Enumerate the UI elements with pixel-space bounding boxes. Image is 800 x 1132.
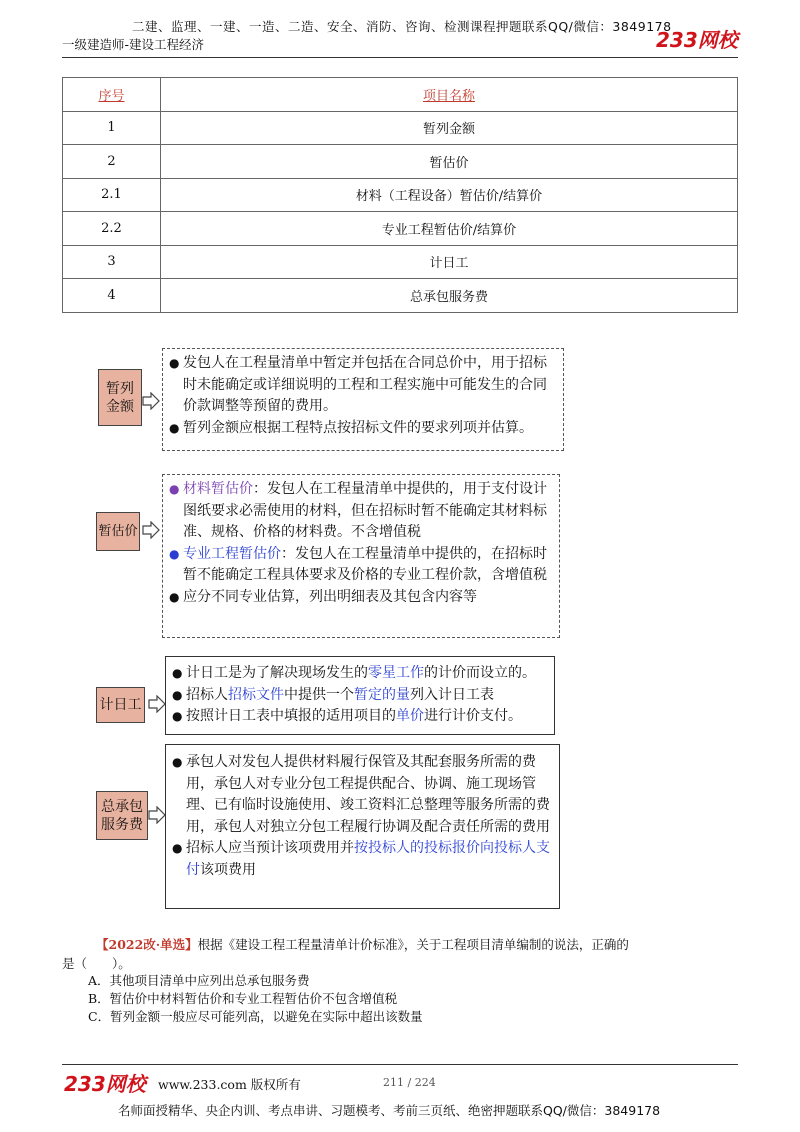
footer-logo: 233网校 <box>64 1072 146 1096</box>
cell-name: 暂估价 <box>161 145 738 179</box>
cell-name: 材料（工程设备）暂估价/结算价 <box>161 178 738 212</box>
tag-line: 服务费 <box>101 816 143 833</box>
table-row <box>63 178 738 212</box>
header-divider <box>62 57 738 58</box>
header-contact: 二建、监理、一建、一造、二造、安全、消防、咨询、检测课程押题联系QQ/微信：3849178 <box>132 19 672 34</box>
estimate-box <box>162 474 560 638</box>
bullet-item: ● 计日工是为了解决现场发生的零星工作的计价而设立的。 <box>172 663 548 685</box>
question-stem-cont: 是（ ）。 <box>62 956 131 971</box>
bullet-icon: ● <box>169 482 180 496</box>
bullet-item: ● 招标人应当预计该项费用并按投标人的投标报价向投标人支付该项费用 <box>172 838 553 881</box>
cell-name: 暂列金额 <box>161 111 738 145</box>
table-header-row <box>63 78 738 112</box>
bullet-icon: ● <box>172 687 183 702</box>
question-type-tag: 【2022改·单选】 <box>96 937 198 952</box>
key-term: 材料暂估价 <box>183 481 253 497</box>
tag-line: 暂列 <box>106 380 134 397</box>
cell-number: 3 <box>63 245 161 279</box>
header-cell-name: 项目名称 <box>161 78 738 112</box>
bullet-item: ● 发包人在工程量清单中暂定并包括在合同总价中，用于招标时未能确定或详细说明的工程和工程实施中可能发生的合同价款调整等预留的费用。 <box>169 353 557 418</box>
option-b: B．暂估价中材料暂估价和专业工程暂估价不包含增值税 <box>88 991 398 1006</box>
cell-number: 2.1 <box>63 178 161 212</box>
bullet-icon: ● <box>169 356 180 370</box>
cell-number: 2 <box>63 145 161 179</box>
footer-divider <box>62 1064 738 1065</box>
bullet-item: ● 暂列金额应根据工程特点按招标文件的要求列项并估算。 <box>169 418 557 440</box>
arrow-right-icon <box>148 806 166 824</box>
bullet-icon: ● <box>169 589 180 604</box>
bullet-icon: ● <box>172 841 183 855</box>
header-course-title: 一级建造师-建设工程经济 <box>62 37 205 52</box>
bullet-item: ● 按照计日工表中填报的适用项目的单价进行计价支付。 <box>172 706 548 728</box>
bullet-icon: ● <box>169 546 180 561</box>
bullet-icon: ● <box>172 709 183 723</box>
bullet-item: ● 承包人对发包人提供材料履行保管及其配套服务所需的费用，承包人对专业分包工程提供配合、协调、施工现场管理、已有临时设施使用、竣工资料汇总整理等服务所需的费用，承包人对独立分包工程履行协调及配合责任所需的费用 <box>172 752 553 838</box>
option-c: C．暂列金额一般应尽可能列高，以避免在实际中超出该数量 <box>88 1009 423 1024</box>
tag-line: 金额 <box>106 398 134 415</box>
key-term: 暂定的量 <box>354 686 410 703</box>
key-term: 专业工程暂估价 <box>183 545 281 562</box>
bullet-item: ● 专业工程暂估价：发包人在工程量清单中提供的，在招标时暂不能确定工程具体要求及价格的专业工程价款，含增值税 <box>169 544 553 587</box>
footer-site: www.233.com 版权所有 <box>158 1077 301 1092</box>
key-term: 按投标人的投标报价向投标人支付 <box>186 840 550 878</box>
provisional-sum-box <box>162 348 564 451</box>
footer-contact: 名师面授精华、央企内训、考点串讲、习题模考、考前三页纸、绝密押题联系QQ/微信：3849178 <box>118 1103 661 1118</box>
bullet-icon: ● <box>172 666 183 680</box>
table-row <box>63 212 738 246</box>
table-row <box>63 279 738 313</box>
bullet-item: ● 材料暂估价：发包人在工程量清单中提供的，用于支付设计图纸要求必需使用的材料，但在招标时暂不能确定其材料标准、规格、价格的材料费。不含增值税 <box>169 479 553 544</box>
tag-dayworks: 计日工 <box>96 687 145 723</box>
cell-name: 专业工程暂估价/结算价 <box>161 212 738 246</box>
tag-general-contract-fee <box>96 791 148 840</box>
bullet-item: ● 招标人招标文件中提供一个暂定的量列入计日工表 <box>172 685 548 707</box>
table-row <box>63 111 738 145</box>
cell-number: 2.2 <box>63 212 161 246</box>
general-contract-fee-box <box>165 744 560 909</box>
tag-estimate: 暂估价 <box>96 512 140 551</box>
table-row <box>63 145 738 179</box>
header-cell-number: 序号 <box>63 78 161 112</box>
question-stem: 【2022改·单选】根据《建设工程工程量清单计价标准》，关于工程项目清单编制的说法，正确的 <box>96 937 629 952</box>
cell-name: 计日工 <box>161 245 738 279</box>
page-number: 211 / 224 <box>383 1076 436 1089</box>
brand-logo: 233网校 <box>656 28 738 52</box>
tag-provisional-sum <box>98 369 142 426</box>
arrow-right-icon <box>142 392 160 410</box>
key-term: 招标文件 <box>228 686 284 703</box>
key-term: 单价 <box>396 708 424 724</box>
arrow-right-icon <box>142 521 160 539</box>
items-table <box>62 77 738 313</box>
cell-number: 4 <box>63 279 161 313</box>
tag-line: 总承包 <box>101 798 143 815</box>
table-row <box>63 245 738 279</box>
option-a: A．其他项目清单中应列出总承包服务费 <box>88 973 310 988</box>
dayworks-box <box>165 656 555 735</box>
arrow-right-icon <box>148 695 166 713</box>
bullet-icon: ● <box>169 420 180 435</box>
cell-number: 1 <box>63 111 161 145</box>
cell-name: 总承包服务费 <box>161 279 738 313</box>
bullet-icon: ● <box>172 755 183 769</box>
bullet-item: ● 应分不同专业估算，列出明细表及其包含内容等 <box>169 587 553 609</box>
key-term: 零星工作 <box>368 665 424 681</box>
